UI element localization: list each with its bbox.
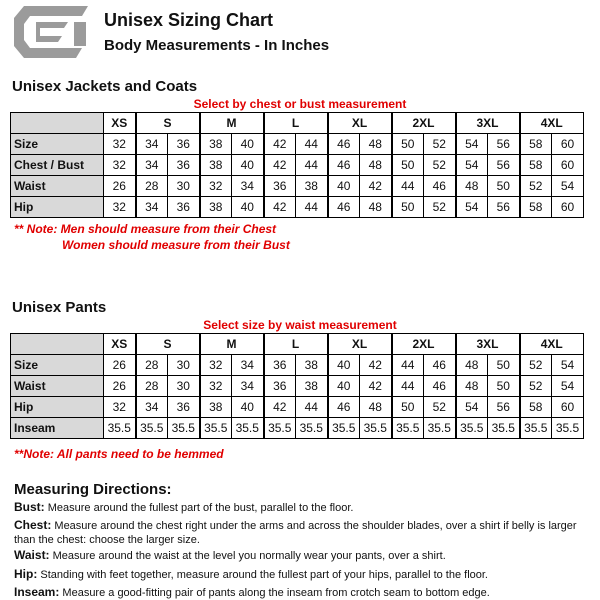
direction-hip [14, 567, 588, 582]
table-cell: 56 [488, 155, 520, 176]
table-cell: 48 [456, 376, 488, 397]
size-header: 4XL [520, 334, 584, 355]
table-cell: 60 [552, 197, 584, 218]
table-row [11, 376, 584, 397]
pants-heading: Unisex Pants [12, 299, 107, 316]
table-cell: 38 [296, 355, 328, 376]
table-cell: 36 [168, 397, 200, 418]
size-header: 4XL [520, 113, 584, 134]
pants-note: **Note: All pants need to be hemmed [14, 447, 224, 461]
size-header: S [136, 113, 200, 134]
table-cell: 46 [328, 155, 360, 176]
table-cell: 56 [488, 134, 520, 155]
table-cell: 35.5 [520, 418, 552, 439]
corner-cell [11, 334, 104, 355]
table-cell: 44 [392, 376, 424, 397]
table-cell: 34 [232, 376, 264, 397]
table-cell: 48 [456, 176, 488, 197]
table-cell: 42 [360, 355, 392, 376]
size-header: XS [104, 113, 136, 134]
table-cell: 42 [264, 134, 296, 155]
row-label: Waist [11, 376, 104, 397]
table-cell: 56 [488, 197, 520, 218]
table-cell: 35.5 [552, 418, 584, 439]
table-cell: 42 [360, 376, 392, 397]
jackets-note-men: ** Note: Men should measure from their Chest [14, 222, 277, 236]
table-cell: 32 [104, 397, 136, 418]
table-cell: 40 [232, 397, 264, 418]
table-cell: 35.5 [264, 418, 296, 439]
table-cell: 54 [552, 355, 584, 376]
table-cell: 48 [360, 197, 392, 218]
row-label: Inseam [11, 418, 104, 439]
table-cell: 36 [264, 376, 296, 397]
table-row [11, 397, 584, 418]
table-cell: 52 [520, 376, 552, 397]
size-header: M [200, 334, 264, 355]
table-cell: 50 [488, 355, 520, 376]
table-cell: 35.5 [360, 418, 392, 439]
table-cell: 26 [104, 376, 136, 397]
table-cell: 32 [200, 355, 232, 376]
table-cell: 52 [520, 176, 552, 197]
size-header: 2XL [392, 334, 456, 355]
row-label: Size [11, 134, 104, 155]
row-label: Chest / Bust [11, 155, 104, 176]
table-cell: 50 [392, 397, 424, 418]
table-cell: 54 [456, 134, 488, 155]
directions-heading: Measuring Directions: [14, 481, 172, 498]
direction-term: Chest: [14, 518, 52, 532]
table-cell: 32 [104, 197, 136, 218]
table-cell: 40 [328, 176, 360, 197]
table-cell: 40 [328, 376, 360, 397]
table-cell: 54 [552, 176, 584, 197]
table-cell: 46 [328, 397, 360, 418]
table-cell: 54 [456, 197, 488, 218]
table-cell: 38 [296, 376, 328, 397]
size-header: L [264, 113, 328, 134]
table-cell: 52 [520, 355, 552, 376]
table-cell: 35.5 [328, 418, 360, 439]
table-cell: 36 [168, 155, 200, 176]
jackets-heading: Unisex Jackets and Coats [12, 78, 198, 95]
table-cell: 58 [520, 397, 552, 418]
table-cell: 36 [264, 355, 296, 376]
direction-text: Measure a good-fitting pair of pants along the inseam from crotch seam to bottom edge. [59, 587, 490, 599]
page-title: Unisex Sizing Chart [104, 10, 274, 30]
table-row [11, 418, 584, 439]
table-cell: 38 [200, 397, 232, 418]
direction-waist [14, 548, 588, 563]
table-cell: 34 [136, 134, 168, 155]
table-cell: 58 [520, 197, 552, 218]
direction-term: Hip: [14, 567, 38, 581]
table-cell: 54 [552, 376, 584, 397]
table-cell: 44 [296, 134, 328, 155]
table-cell: 44 [392, 176, 424, 197]
brand-logo [12, 6, 88, 58]
table-cell: 32 [200, 376, 232, 397]
table-cell: 54 [456, 155, 488, 176]
corner-cell [11, 113, 104, 134]
table-cell: 34 [232, 176, 264, 197]
table-cell: 30 [168, 355, 200, 376]
direction-bust [14, 500, 588, 515]
table-row [11, 355, 584, 376]
table-cell: 40 [232, 134, 264, 155]
size-header: M [200, 113, 264, 134]
size-header: L [264, 334, 328, 355]
table-cell: 35.5 [392, 418, 424, 439]
table-cell: 44 [296, 155, 328, 176]
size-header: S [136, 334, 200, 355]
table-cell: 44 [296, 397, 328, 418]
direction-inseam [14, 585, 588, 600]
pants-size-table [10, 333, 584, 439]
table-cell: 42 [264, 197, 296, 218]
table-cell: 34 [232, 355, 264, 376]
table-cell: 35.5 [168, 418, 200, 439]
table-cell: 46 [424, 176, 456, 197]
table-cell: 35.5 [296, 418, 328, 439]
pants-select-note: Select size by waist measurement [203, 318, 397, 332]
size-header: 3XL [456, 113, 520, 134]
size-header-row [11, 113, 584, 134]
row-label: Waist [11, 176, 104, 197]
direction-chest [14, 518, 588, 547]
row-label: Hip [11, 197, 104, 218]
size-header: XL [328, 113, 392, 134]
table-row [11, 134, 584, 155]
table-cell: 34 [136, 155, 168, 176]
table-cell: 35.5 [104, 418, 136, 439]
table-cell: 42 [264, 397, 296, 418]
table-cell: 35.5 [232, 418, 264, 439]
table-cell: 52 [424, 197, 456, 218]
table-cell: 38 [200, 155, 232, 176]
table-cell: 35.5 [488, 418, 520, 439]
direction-text: Measure around the chest right under the arms and across the shoulder blades, over a shirt if belly is larger than the chest: choose the larger size. [14, 520, 577, 546]
table-cell: 28 [136, 355, 168, 376]
table-cell: 40 [328, 355, 360, 376]
table-cell: 48 [456, 355, 488, 376]
table-cell: 36 [168, 197, 200, 218]
table-cell: 50 [488, 176, 520, 197]
table-cell: 50 [392, 134, 424, 155]
table-cell: 58 [520, 134, 552, 155]
jackets-note-women: Women should measure from their Bust [62, 238, 290, 252]
jackets-select-note: Select by chest or bust measurement [193, 97, 407, 111]
size-header-row [11, 334, 584, 355]
table-cell: 54 [456, 397, 488, 418]
table-cell: 32 [104, 134, 136, 155]
table-cell: 50 [392, 197, 424, 218]
table-cell: 30 [168, 176, 200, 197]
table-row [11, 155, 584, 176]
direction-text: Measure around the fullest part of the bust, parallel to the floor. [44, 502, 354, 514]
direction-term: Bust: [14, 500, 45, 514]
table-cell: 34 [136, 197, 168, 218]
table-cell: 26 [104, 355, 136, 376]
table-cell: 58 [520, 155, 552, 176]
table-cell: 32 [200, 176, 232, 197]
table-cell: 28 [136, 376, 168, 397]
direction-term: Waist: [14, 548, 50, 562]
size-header: XL [328, 334, 392, 355]
size-header: XS [104, 334, 136, 355]
direction-text: Standing with feet together, measure around the fullest part of your hips, parallel to the floor. [37, 569, 488, 581]
table-cell: 38 [200, 197, 232, 218]
table-cell: 52 [424, 155, 456, 176]
table-cell: 48 [360, 155, 392, 176]
table-cell: 48 [360, 397, 392, 418]
table-row [11, 197, 584, 218]
table-cell: 36 [264, 176, 296, 197]
table-cell: 35.5 [136, 418, 168, 439]
table-cell: 60 [552, 134, 584, 155]
size-header: 2XL [392, 113, 456, 134]
table-cell: 35.5 [424, 418, 456, 439]
table-cell: 34 [136, 397, 168, 418]
table-cell: 44 [392, 355, 424, 376]
table-cell: 32 [104, 155, 136, 176]
table-cell: 38 [296, 176, 328, 197]
table-cell: 60 [552, 155, 584, 176]
table-cell: 52 [424, 134, 456, 155]
table-cell: 60 [552, 397, 584, 418]
table-cell: 30 [168, 376, 200, 397]
jackets-size-table [10, 112, 584, 218]
table-cell: 36 [168, 134, 200, 155]
table-cell: 46 [328, 197, 360, 218]
table-cell: 38 [200, 134, 232, 155]
direction-term: Inseam: [14, 585, 60, 599]
table-cell: 28 [136, 176, 168, 197]
table-cell: 46 [328, 134, 360, 155]
row-label: Size [11, 355, 104, 376]
table-cell: 42 [264, 155, 296, 176]
table-cell: 50 [392, 155, 424, 176]
table-cell: 52 [424, 397, 456, 418]
table-row [11, 176, 584, 197]
row-label: Hip [11, 397, 104, 418]
table-cell: 40 [232, 197, 264, 218]
table-cell: 46 [424, 355, 456, 376]
direction-text: Measure around the waist at the level you normally wear your pants, over a shirt. [49, 550, 446, 562]
table-cell: 40 [232, 155, 264, 176]
table-cell: 48 [360, 134, 392, 155]
table-cell: 44 [296, 197, 328, 218]
table-cell: 35.5 [456, 418, 488, 439]
page-subtitle: Body Measurements - In Inches [104, 37, 330, 54]
size-header: 3XL [456, 334, 520, 355]
table-cell: 56 [488, 397, 520, 418]
table-cell: 46 [424, 376, 456, 397]
table-cell: 26 [104, 176, 136, 197]
table-cell: 35.5 [200, 418, 232, 439]
table-cell: 42 [360, 176, 392, 197]
table-cell: 50 [488, 376, 520, 397]
